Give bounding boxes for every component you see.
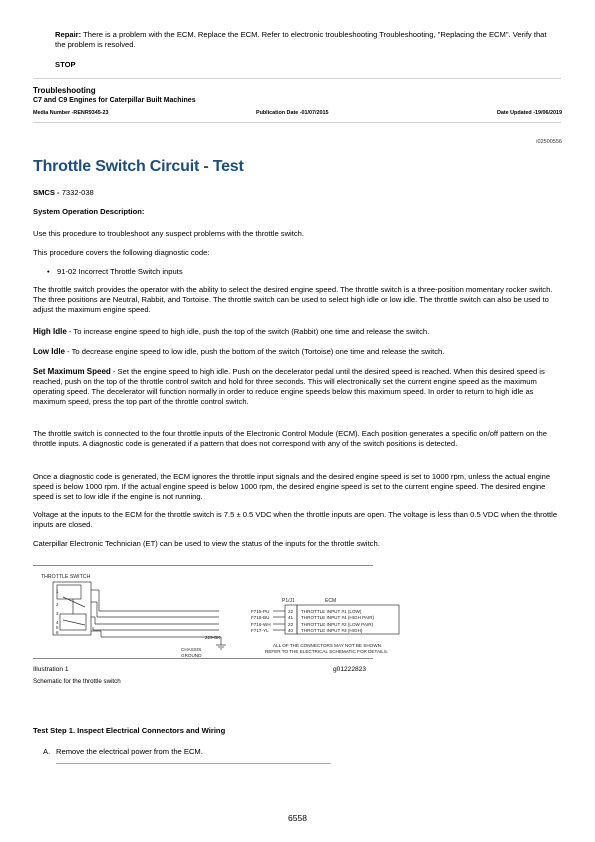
- paragraph: Caterpillar Electronic Technician (ET) can be used to view the status of the inputs for the throttle switch.: [33, 539, 380, 548]
- switch-pin: 5: [56, 625, 59, 630]
- set-max-text: - Set the engine speed to high idle. Push on the decelerator pedal until the desired speed is reached. When this desired speed is reached, push on the top of the throttle control switch and hold for three seconds. This will electronically set the current engine speed as the maximum operating speed. The decelerator will function normally in order to reduce engine speeds below this maximum speed. In order to return to high idle as maximum speed, press the top part of the throttle control switch.: [33, 367, 545, 406]
- paragraph: The throttle switch is connected to the four throttle inputs of the Electronic Control Module (ECM). Each position generates a specific on/off pattern on the throttle inputs. A diagnostic code is generated if a pattern that does not correspond with any of the switch positions is detected.: [33, 429, 547, 448]
- illustration-top-rule: [33, 565, 373, 566]
- pin-number: 22: [288, 609, 294, 614]
- wire-label: F717-YL: [251, 628, 269, 633]
- publication-date: Publication Date -01/07/2015: [256, 110, 329, 116]
- ground-label: GROUND: [181, 653, 202, 658]
- page-number: 6558: [288, 813, 307, 823]
- paragraph: Voltage at the inputs to the ECM for the throttle switch is 7.5 ± 0.5 VDC when the throttle inputs are open. The voltage is less than 0.5 VDC when the throttle inputs are closed.: [33, 510, 558, 529]
- switch-pin: 4: [56, 620, 59, 625]
- switch-title: THROTTLE SWITCH: [41, 574, 91, 580]
- high-idle-paragraph: [33, 327, 561, 337]
- wire-label: F715-PU: [251, 609, 270, 614]
- ground-label: CHASSIS: [181, 647, 202, 652]
- paragraph: This procedure covers the following diagnostic code:: [33, 248, 210, 257]
- connector-label: P1/J1: [282, 598, 295, 604]
- low-idle-label: Low Idle: [33, 347, 65, 356]
- ecm-input-label: THROTTLE INPUT #3 (HIGH): [301, 628, 363, 633]
- pin-number: 41: [288, 615, 294, 620]
- ecm-input-label: THROTTLE INPUT #1 (LOW): [301, 609, 362, 614]
- high-idle-text: - To increase engine speed to high idle, push the top of the switch (Rabbit) one time and release the switch.: [66, 327, 430, 336]
- date-updated: Date Updated -19/06/2019: [496, 110, 562, 116]
- smcs-value: 7332-038: [59, 188, 94, 197]
- throttle-switch-schematic: [33, 567, 413, 662]
- smcs-code: [33, 188, 94, 198]
- illustration-label: Illustration 1: [33, 666, 69, 673]
- stop-label: STOP: [55, 60, 76, 69]
- ecm-input-label: THROTTLE INPUT #4 (HIGH PAIR): [301, 615, 375, 620]
- step-item-a: Remove the electrical power from the ECM.: [56, 747, 203, 756]
- divider: [33, 122, 561, 123]
- set-max-label: Set Maximum Speed: [33, 367, 111, 376]
- set-max-paragraph: [33, 367, 561, 407]
- low-idle-text: - To decrease engine speed to low idle, push the bottom of the switch (Tortoise) one time and release the switch.: [65, 347, 445, 356]
- list-item: • 91-02 Incorrect Throttle Switch inputs: [45, 267, 545, 277]
- page-title: Throttle Switch Circuit - Test: [33, 158, 244, 175]
- ground-wire-label: 229-BK: [205, 635, 221, 640]
- document-subtitle: C7 and C9 Engines for Caterpillar Built Machines: [33, 97, 196, 104]
- repair-text: There is a problem with the ECM. Replace the ECM. Refer to electronic troubleshooting Troubleshooting, "Replacing the ECM". Verify that the problem is resolved.: [55, 30, 547, 49]
- wire-label: F718-BU: [251, 615, 270, 620]
- section-heading: Troubleshooting: [33, 86, 96, 95]
- step-letter: A.: [43, 747, 51, 756]
- divider: [56, 763, 331, 764]
- divider: [33, 78, 561, 79]
- illustration-caption: Schematic for the throttle switch: [33, 678, 121, 685]
- high-idle-label: High Idle: [33, 327, 67, 336]
- switch-pin: 1: [56, 589, 59, 594]
- pin-number: 23: [288, 622, 294, 627]
- schematic-note: ALL OF THE CONNECTORS MAY NOT BE SHOWN.: [273, 643, 383, 648]
- smcs-label: SMCS -: [33, 188, 60, 197]
- paragraph: Use this procedure to troubleshoot any suspect problems with the throttle switch.: [33, 229, 304, 238]
- repair-note: [55, 30, 555, 50]
- switch-pin: 3: [56, 611, 59, 616]
- diagnostic-code-list: [45, 267, 545, 277]
- section-heading: System Operation Description:: [33, 207, 145, 216]
- paragraph: The throttle switch provides the operator with the ability to select the desired engine speed. The throttle switch is a three-position momentary rocker switch. The three positions are Neutral, Rabbit, and Tortoise. The throttle switch can be used to select high idle or low idle. The throttle switch can also be used to adjust the maximum engine speed.: [33, 285, 553, 314]
- media-number: Media Number -RENR9345-23: [33, 110, 109, 116]
- switch-body: [53, 582, 91, 635]
- wire-label: F716-WH: [251, 622, 271, 627]
- schematic-note: REFER TO THE ELECTRICAL SCHEMATIC FOR DETAILS.: [265, 649, 389, 654]
- document-id: i02500556: [536, 139, 562, 145]
- illustration-bottom-rule: [33, 658, 373, 659]
- pin-number: 40: [288, 628, 294, 633]
- ecm-label: ECM: [325, 598, 337, 604]
- illustration-id: g01222823: [333, 666, 367, 673]
- paragraph: Once a diagnostic code is generated, the ECM ignores the throttle input signals and the desired engine speed is set to 1000 rpm, unless the actual engine speed is below 1000 rpm. If the actual engine speed is below 1000 rpm, the desired engine speed is set to the current engine speed. The desired engine speed is set to low idle if the engine is not running.: [33, 472, 551, 501]
- switch-pin: 2: [56, 602, 59, 607]
- test-step-heading: Test Step 1. Inspect Electrical Connectors and Wiring: [33, 726, 226, 735]
- ecm-input-label: THROTTLE INPUT #2 (LOW PAIR): [301, 622, 374, 627]
- repair-label: Repair:: [55, 30, 82, 39]
- low-idle-paragraph: [33, 347, 561, 357]
- switch-pin: 6: [56, 630, 59, 635]
